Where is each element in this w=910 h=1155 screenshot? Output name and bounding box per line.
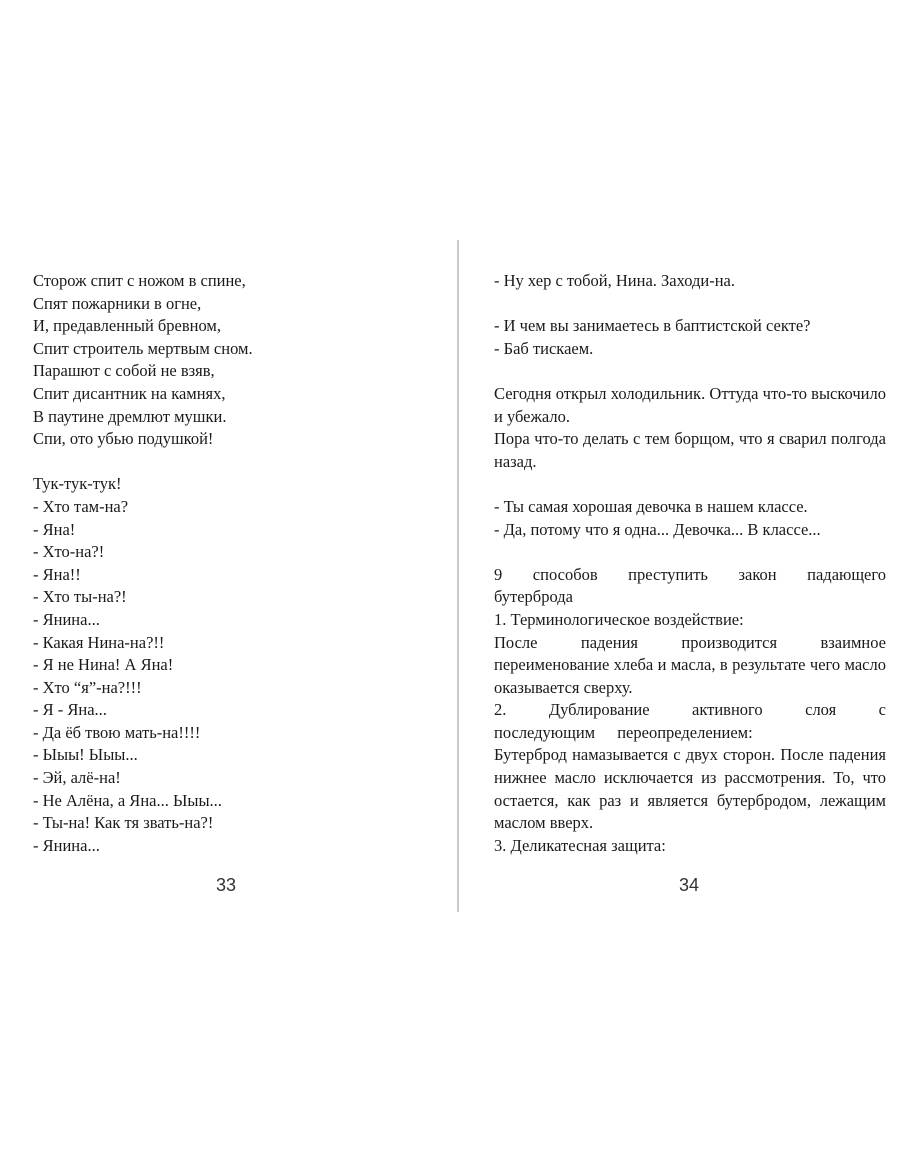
page-number-left: 33: [215, 875, 237, 895]
dialogue-line: - Я - Яна...: [33, 700, 107, 720]
joke-line: - Ну хер с тобой, Нина. Заходи-на.: [494, 271, 735, 290]
dialogue-line: - Янина...: [33, 835, 100, 855]
list-item-heading: 2. Дублирование активного слоя с последующим переопределением:: [494, 700, 886, 742]
book-spine-divider: [457, 240, 459, 912]
dialogue-line: - Хто “я”-на?!!!: [33, 677, 142, 697]
list-item-heading: 1. Терминологическое воздействие:: [494, 609, 744, 629]
paragraph-gap: [494, 293, 886, 316]
list-item-text: Бутерброд намазывается с двух сторон. После падения нижнее масло исключается из рассмотрения. То, что остается, как раз и является бутербродом, лежащим маслом вверх.: [494, 745, 886, 833]
paragraph-gap: [494, 360, 886, 383]
joke-line: - Да, потому что я одна... Девочка... В классе...: [494, 519, 821, 539]
paragraph-gap: [494, 473, 886, 496]
joke-line: - Ты самая хорошая девочка в нашем классе.: [494, 496, 808, 516]
poem-line: Сторож спит с ножом в спине,: [33, 271, 246, 290]
dialogue-line: - Хто ты-на?!: [33, 587, 127, 607]
dialogue-line: - Хто там-на?: [33, 496, 129, 516]
dialogue-line: - Яна!: [33, 519, 76, 539]
dialogue-line: - Яна!!: [33, 564, 81, 584]
dialogue-line: - Ты-на! Как тя звать-на?!: [33, 813, 214, 833]
joke-line: - И чем вы занимаетесь в баптистской секте?: [494, 316, 811, 336]
poem-line: И, предавленный бревном,: [33, 316, 221, 336]
dialogue-line: - Да ёб твою мать-на!!!!: [33, 722, 201, 742]
left-page: [33, 270, 433, 857]
poem-line: Спит строитель мертвым сном.: [33, 338, 253, 358]
poem: [33, 270, 433, 451]
joke-line: - Баб тискаем.: [494, 338, 594, 358]
poem-line: Спит дисантник на камнях,: [33, 383, 226, 403]
dialogue-line: - Янина...: [33, 609, 100, 629]
poem-line: Спи, ото убью подушкой!: [33, 429, 214, 449]
poem-line: В паутине дремлют мушки.: [33, 406, 227, 426]
dialogue-line: - Какая Нина-на?!!: [33, 632, 165, 652]
sandwich-section: [494, 564, 886, 858]
list-item-heading: 3. Деликатесная защита:: [494, 835, 666, 855]
paragraph-gap: [33, 451, 433, 474]
section-title: 9 способов преступить закон падающего бутерброда: [494, 564, 886, 607]
dialogue-line: - Ыыы! Ыыы...: [33, 745, 138, 765]
dialogue-line: - Я не Нина! А Яна!: [33, 655, 174, 675]
poem-line: Спят пожарники в огне,: [33, 293, 202, 313]
poem-line: Парашют с собой не взяв,: [33, 361, 215, 381]
dialogue-line: - Не Алёна, а Яна... Ыыы...: [33, 790, 222, 810]
page-number-right: 34: [678, 875, 700, 895]
right-page: [494, 270, 886, 857]
dialogue-line: - Хто-на?!: [33, 542, 105, 562]
joke-paragraph: Сегодня открыл холодильник. Оттуда что-то выскочило и убежало.: [494, 383, 886, 426]
dialogue: [33, 473, 433, 857]
paragraph-gap: [494, 541, 886, 564]
dialogue-line: Тук-тук-тук!: [33, 474, 122, 494]
dialogue-line: - Эй, алё-на!: [33, 768, 121, 788]
list-item-text: После падения производится взаимное переименование хлеба и масла, в результате чего масло оказывается сверху.: [494, 632, 886, 697]
joke-paragraph: Пора что-то делать с тем борщом, что я сварил полгода назад.: [494, 429, 886, 471]
